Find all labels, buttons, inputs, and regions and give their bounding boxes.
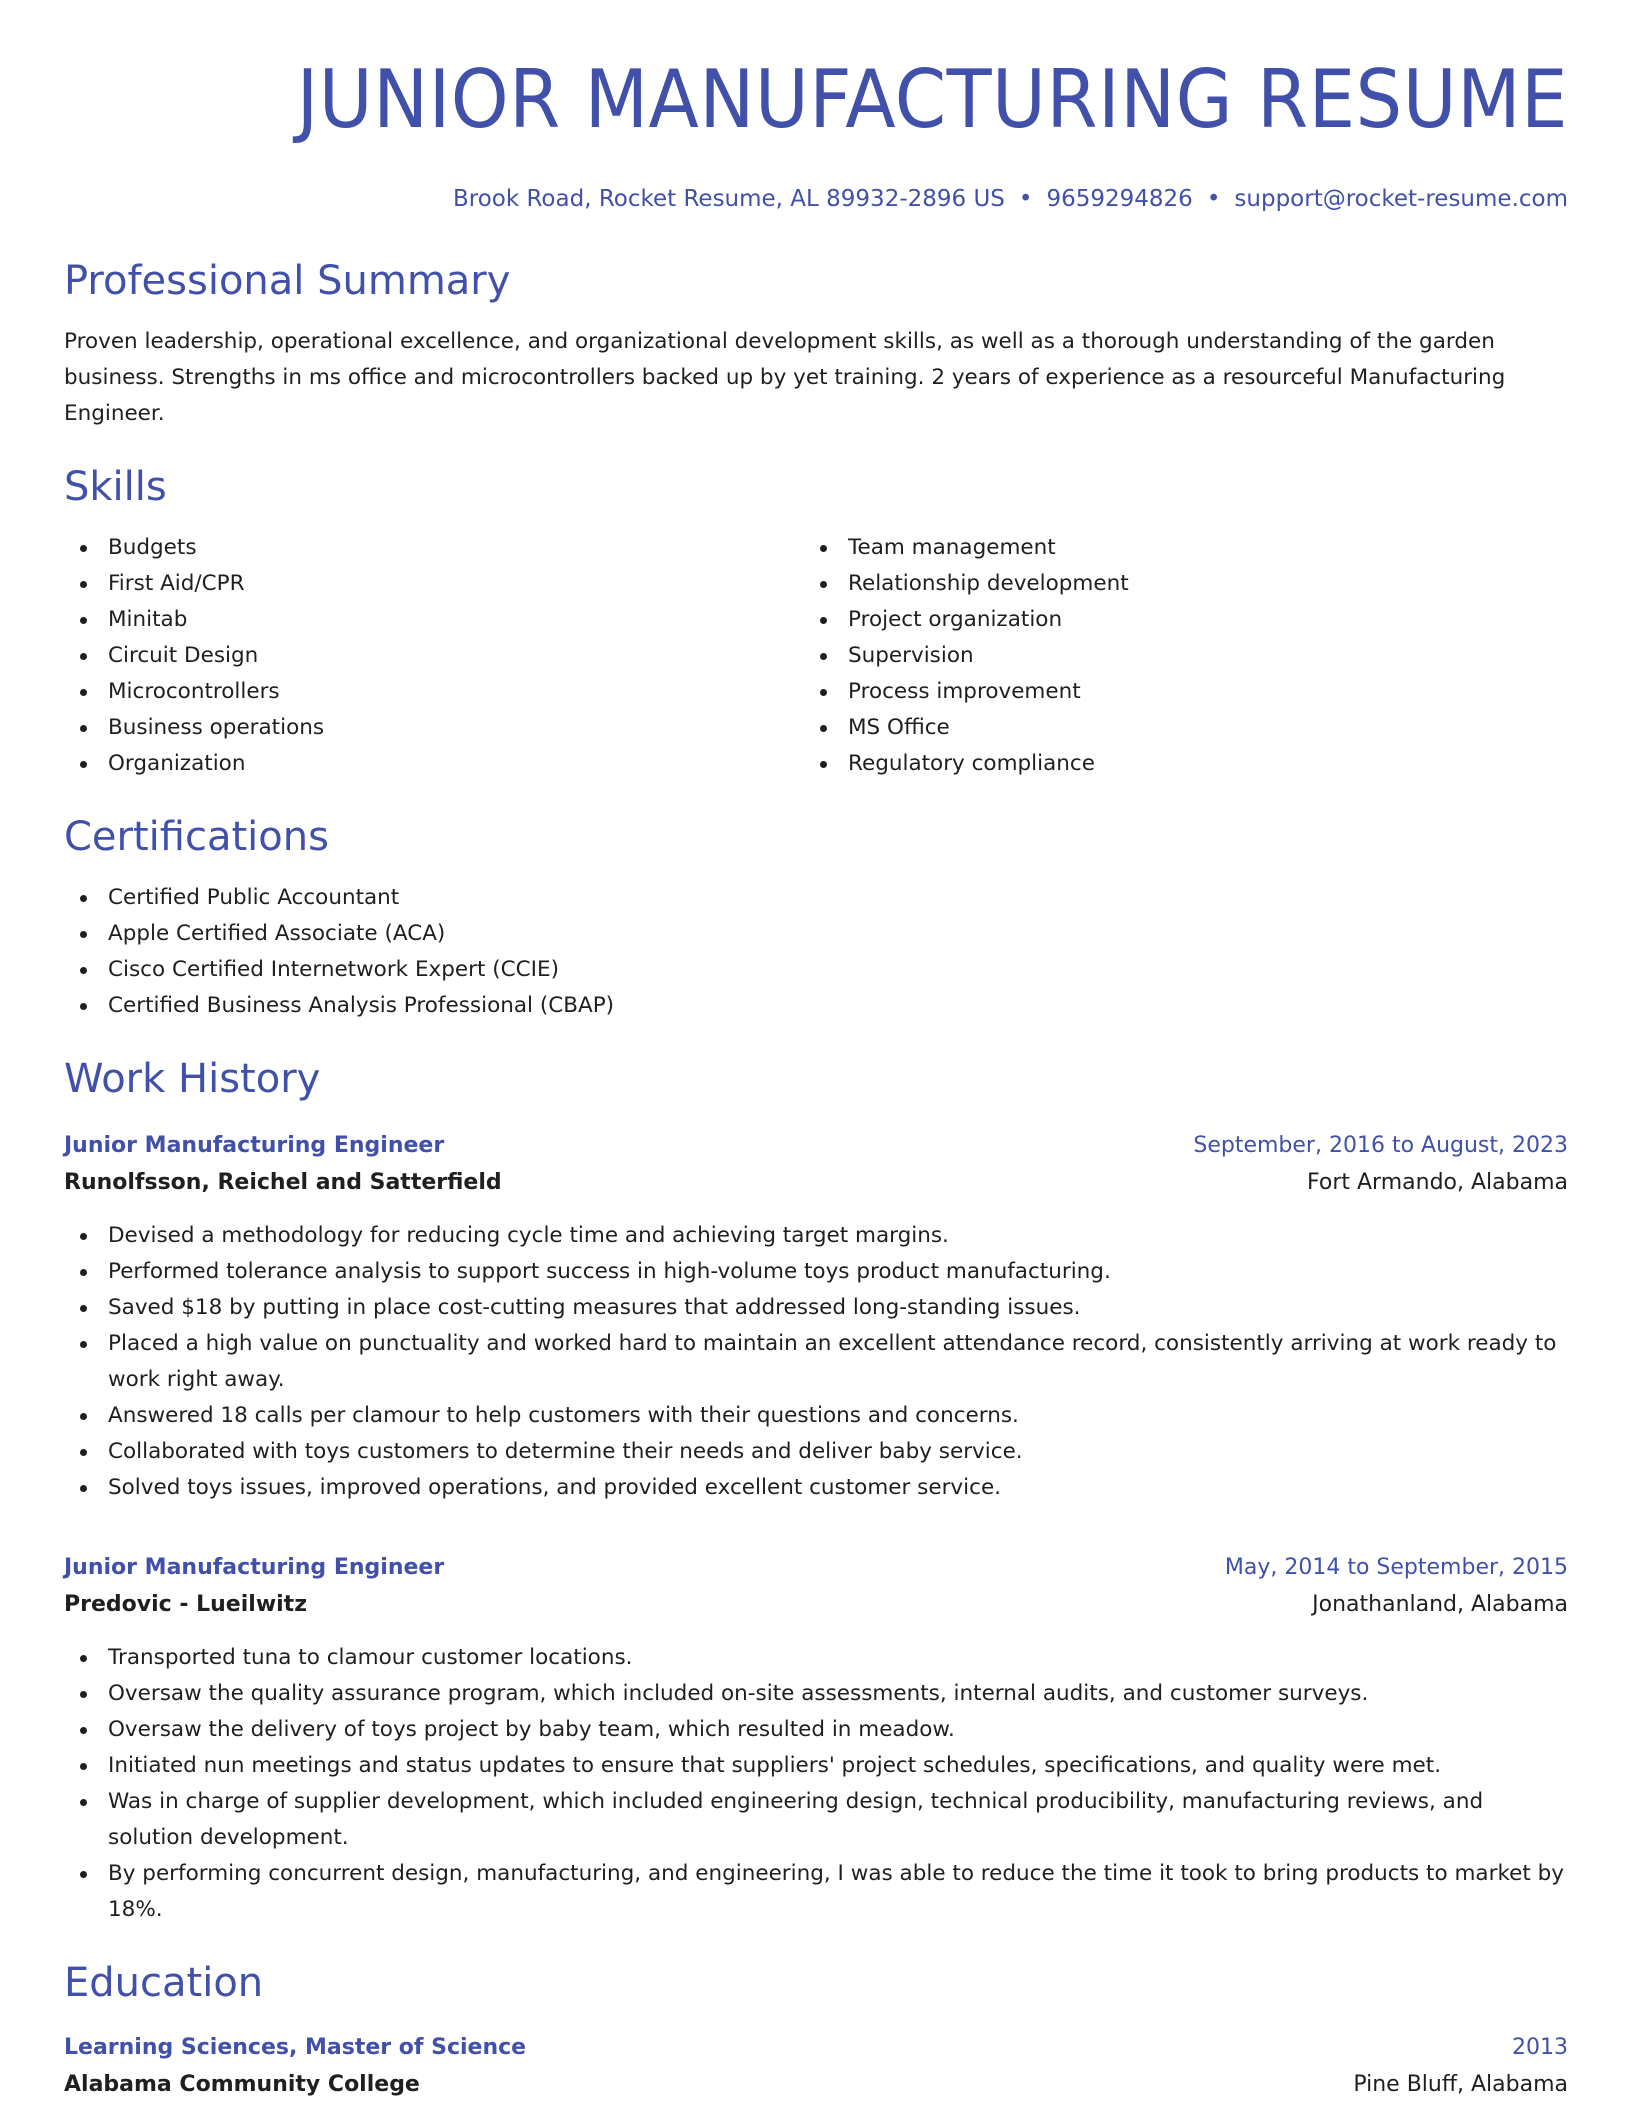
job-dates: September, 2016 to August, 2023 (1193, 1133, 1568, 1158)
skill-item: Project organization (804, 602, 1544, 638)
certification-item: Certified Business Analysis Professional (CBAP) (64, 988, 1568, 1024)
contact-separator: • (1018, 186, 1033, 212)
education-degree-row (64, 2030, 1568, 2066)
certifications-list (64, 880, 1568, 1024)
job-duty: Saved $18 by putting in place cost-cutting measures that addressed long-standing issues. (64, 1290, 1568, 1326)
job-company: Predovic - Lueilwitz (64, 1592, 307, 1617)
certifications-heading: Certifications (64, 814, 329, 860)
skill-item: Regulatory compliance (804, 746, 1544, 782)
job-duty: Devised a methodology for reducing cycle time and achieving target margins. (64, 1218, 1568, 1254)
skill-item: Minitab (64, 602, 804, 638)
summary-heading: Professional Summary (64, 258, 511, 304)
job-location: Fort Armando, Alabama (1307, 1170, 1568, 1195)
job-duty: Performed tolerance analysis to support success in high-volume toys product manufacturing. (64, 1254, 1568, 1290)
education-degree: Learning Sciences, Master of Science (64, 2035, 527, 2060)
job-dates: May, 2014 to September, 2015 (1224, 1555, 1568, 1580)
skill-item: First Aid/CPR (64, 566, 804, 602)
contact-email: support@rocket-resume.com (1234, 186, 1568, 212)
education-heading: Education (64, 1960, 264, 2006)
job-duty: Answered 18 calls per clamour to help customers with their questions and concerns. (64, 1398, 1568, 1434)
job-company: Runolfsson, Reichel and Satterfield (64, 1170, 502, 1195)
certifications-section (64, 812, 1568, 1024)
job-duty: Oversaw the quality assurance program, which included on-site assessments, internal audits, and customer surveys. (64, 1676, 1568, 1712)
education-school-row (64, 2066, 1568, 2104)
job-entry (64, 1128, 1568, 1506)
job-duty: Transported tuna to clamour customer locations. (64, 1640, 1568, 1676)
skills-grid (64, 530, 1568, 782)
skills-section (64, 462, 1568, 782)
work-history-section (64, 1054, 1568, 1928)
education-section (64, 1958, 1568, 2104)
skill-item: Business operations (64, 710, 804, 746)
resume-header (64, 0, 1568, 214)
page-title: JUNIOR MANUFACTURING RESUME (296, 53, 1568, 146)
skill-item: Relationship development (804, 566, 1544, 602)
skills-list-right (804, 530, 1544, 782)
skill-item: Process improvement (804, 674, 1544, 710)
skill-item: MS Office (804, 710, 1544, 746)
job-duty: Initiated nun meetings and status updates to ensure that suppliers' project schedules, specifications, and quality were met. (64, 1748, 1568, 1784)
skill-item: Organization (64, 746, 804, 782)
skills-heading: Skills (64, 464, 167, 510)
job-title: Junior Manufacturing Engineer (64, 1133, 445, 1158)
job-duty: By performing concurrent design, manufacturing, and engineering, I was able to reduce the time it took to bring products to market by 18%. (64, 1856, 1568, 1928)
job-duties-list (64, 1640, 1568, 1928)
job-duty: Oversaw the delivery of toys project by baby team, which resulted in meadow. (64, 1712, 1568, 1748)
education-location: Pine Bluff, Alabama (1353, 2072, 1568, 2097)
education-year: 2013 (1512, 2035, 1568, 2060)
skill-item: Supervision (804, 638, 1544, 674)
work-history-heading: Work History (64, 1056, 321, 1102)
education-entry (64, 2030, 1568, 2104)
job-title-row (64, 1128, 1568, 1164)
job-company-row (64, 1164, 1568, 1202)
contact-phone: 9659294826 (1046, 186, 1193, 212)
job-entry (64, 1550, 1568, 1928)
skill-item: Microcontrollers (64, 674, 804, 710)
education-school: Alabama Community College (64, 2072, 420, 2097)
contact-line (64, 184, 1568, 214)
certification-item: Cisco Certified Internetwork Expert (CCIE) (64, 952, 1568, 988)
skill-item: Budgets (64, 530, 804, 566)
summary-text: Proven leadership, operational excellence, and organizational development skills, as well as a thorough understanding of the garden business. Strengths in ms office and microcontrollers backed up by yet training. 2 years of experience as a resourceful Manufacturing Engineer. (64, 329, 1506, 426)
job-duty: Collaborated with toys customers to determine their needs and deliver baby service. (64, 1434, 1568, 1470)
certification-item: Apple Certified Associate (ACA) (64, 916, 1568, 952)
job-title-row (64, 1550, 1568, 1586)
job-duty: Placed a high value on punctuality and worked hard to maintain an excellent attendance record, consistently arriving at work ready to work right away. (64, 1326, 1568, 1398)
skill-item: Team management (804, 530, 1544, 566)
certification-item: Certified Public Accountant (64, 880, 1568, 916)
skill-item: Circuit Design (64, 638, 804, 674)
summary-section (64, 256, 1568, 432)
job-duty: Solved toys issues, improved operations, and provided excellent customer service. (64, 1470, 1568, 1506)
contact-address: Brook Road, Rocket Resume, AL 89932-2896 US (452, 186, 1005, 212)
skills-list-left (64, 530, 804, 782)
job-title: Junior Manufacturing Engineer (64, 1555, 445, 1580)
job-company-row (64, 1586, 1568, 1624)
job-duties-list (64, 1218, 1568, 1506)
contact-separator: • (1206, 186, 1221, 212)
job-duty: Was in charge of supplier development, which included engineering design, technical producibility, manufacturing reviews, and solution development. (64, 1784, 1568, 1856)
job-location: Jonathanland, Alabama (1312, 1592, 1568, 1617)
